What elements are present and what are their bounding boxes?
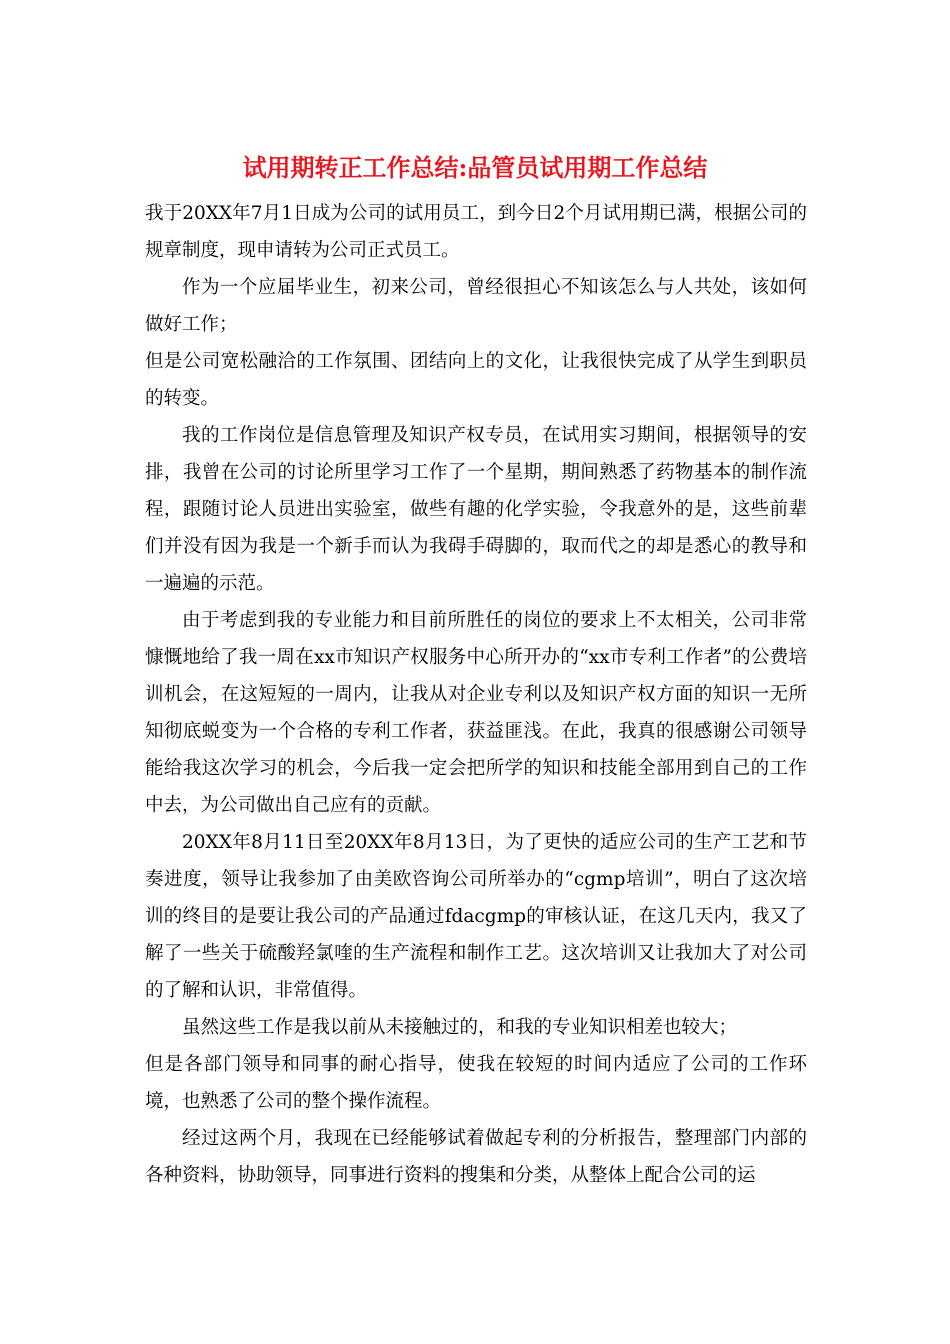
paragraph: 虽然这些工作是我以前从未接触过的，和我的专业知识相差也较大；	[182, 1017, 738, 1038]
paragraph: 作为一个应届毕业生，初来公司，曾经很担心不知该怎么与人共处，该如何做好工作；	[145, 277, 807, 335]
paragraph: 经过这两个月，我现在已经能够试着做起专利的分析报告，整理部门内部的各种资料，协助领导，同事进行资料的搜集和分类，从整体上配合公司的运	[145, 1128, 807, 1186]
paragraph: 我的工作岗位是信息管理及知识产权专员，在试用实习期间，根据领导的安排，我曾在公司的讨论所里学习工作了一个星期，期间熟悉了药物基本的制作流程，跟随讨论人员进出实验室，做些有趣的化学实验，令我意外的是，这些前辈们并没有因为我是一个新手而认为我碍手碍脚的，取而代之的却是悉心的教导和一遍遍的示范。	[145, 425, 807, 594]
paragraph: 但是公司宽松融洽的工作氛围、团结向上的文化，让我很快完成了从学生到职员的转变。	[145, 351, 807, 409]
paragraph: 由于考虑到我的专业能力和目前所胜任的岗位的要求上不太相关，公司非常慷慨地给了我一周在xx市知识产权服务中心所开办的“xx市专利工作者”的公费培训机会，在这短短的一周内，让我从对企业专利以及知识产权方面的知识一无所知彻底蜕变为一个合格的专利工作者，获益匪浅。在此，我真的很感谢公司领导能给我这次学习的机会，今后我一定会把所学的知识和技能全部用到自己的工作中去，为公司做出自己应有的贡献。	[145, 610, 807, 816]
document-body	[145, 195, 807, 1194]
paragraph: 20XX年8月11日至20XX年8月13日，为了更快的适应公司的生产工艺和节奏进度，领导让我参加了由美欧咨询公司所举办的“cgmp培训”，明白了这次培训的终目的是要让我公司的产品通过fdacgmp的审核认证，在这几天内，我又了解了一些关于硫酸羟氯喹的生产流程和制作工艺。这次培训又让我加大了对公司的了解和认识，非常值得。	[145, 832, 807, 1001]
paragraph: 但是各部门领导和同事的耐心指导，使我在较短的时间内适应了公司的工作环境，也熟悉了公司的整个操作流程。	[145, 1054, 807, 1112]
document-title: 试用期转正工作总结:品管员试用期工作总结	[242, 153, 708, 182]
paragraph: 我于20XX年7月1日成为公司的试用员工，到今日2个月试用期已满，根据公司的规章制度，现申请转为公司正式员工。	[145, 203, 807, 261]
